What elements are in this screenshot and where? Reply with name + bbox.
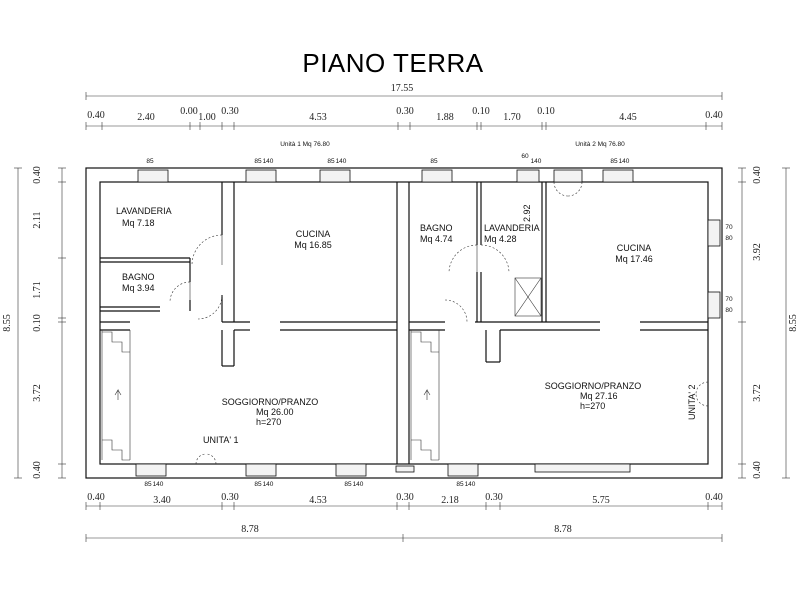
dim-right-1: 0.40 bbox=[752, 166, 763, 184]
wtag-140: 140 bbox=[464, 481, 476, 488]
bottom-dimensions bbox=[86, 492, 723, 542]
room-bagno2-name: BAGNO bbox=[420, 223, 453, 233]
windows-top bbox=[138, 170, 633, 182]
dim-top-8: 1.88 bbox=[436, 112, 454, 123]
dim-top-4: 1.00 bbox=[198, 112, 216, 123]
dim-right-3: 3.72 bbox=[752, 384, 763, 402]
dim-top-2: 2.40 bbox=[137, 112, 155, 123]
staircase-unit2 bbox=[411, 330, 439, 460]
left-dimensions bbox=[2, 166, 66, 479]
top-dimensions bbox=[86, 83, 723, 130]
wtag-60: 60 bbox=[521, 153, 529, 160]
staircase-unit1 bbox=[102, 330, 130, 460]
wtag-140: 140 bbox=[262, 158, 274, 165]
wtag-85: 85 bbox=[610, 158, 618, 165]
room-soggiorno2-height: h=270 bbox=[580, 401, 606, 411]
dim-top-10: 1.70 bbox=[503, 112, 521, 123]
dim-bottom-5: 0.30 bbox=[396, 492, 414, 503]
wtag-70: 70 bbox=[725, 296, 733, 303]
room-soggiorno2-area: Mq 27.16 bbox=[580, 391, 618, 401]
wtag-85: 85 bbox=[456, 481, 464, 488]
room-cucina1-area: Mq 16.85 bbox=[294, 240, 332, 250]
dim-right-2: 3.92 bbox=[752, 243, 763, 261]
unit1-label: UNITA' 1 bbox=[203, 435, 239, 445]
dim-left-6: 0.40 bbox=[32, 461, 43, 479]
dim-bottom-7: 0.30 bbox=[485, 492, 503, 503]
wtag-140: 140 bbox=[262, 481, 274, 488]
room-bagno1-name: BAGNO bbox=[122, 272, 155, 282]
outer-walls bbox=[86, 168, 722, 478]
dim-top-9: 0.10 bbox=[472, 106, 490, 117]
dim-top-11: 0.10 bbox=[537, 106, 555, 117]
room-cucina2-area: Mq 17.46 bbox=[615, 254, 653, 264]
dim-top-1: 0.40 bbox=[87, 110, 105, 121]
room-soggiorno1-height: h=270 bbox=[256, 417, 282, 427]
wtag-140: 140 bbox=[618, 158, 630, 165]
wtag-85: 85 bbox=[254, 481, 262, 488]
room-soggiorno2-name: SOGGIORNO/PRANZO bbox=[544, 381, 642, 391]
room-cucina1-name: CUCINA bbox=[295, 229, 331, 239]
wtag-140: 140 bbox=[335, 158, 347, 165]
dim-bottom-9: 0.40 bbox=[705, 492, 723, 503]
dim-right-total: 8.55 bbox=[788, 314, 799, 332]
windows-right bbox=[708, 220, 720, 318]
room-lavanderia1-area: Mq 7.18 bbox=[122, 218, 155, 228]
room-lavanderia2-name: LAVANDERIA bbox=[484, 223, 540, 233]
room-bagno1-area: Mq 3.94 bbox=[122, 283, 155, 293]
wtag-85: 85 bbox=[254, 158, 262, 165]
plan-title: PIANO TERRA bbox=[302, 48, 484, 78]
dim-left-5: 3.72 bbox=[32, 384, 43, 402]
wtag-140: 140 bbox=[352, 481, 364, 488]
dim-bottom-total-1: 8.78 bbox=[241, 524, 259, 535]
internal-walls-unit2 bbox=[409, 182, 708, 362]
wtag-85: 85 bbox=[144, 481, 152, 488]
dim-top-6: 4.53 bbox=[309, 112, 327, 123]
stair-rise: 2.92 bbox=[522, 204, 532, 222]
dim-top-3: 0.00 bbox=[180, 106, 198, 117]
unit2-label: UNITA' 2 bbox=[687, 384, 697, 420]
right-dimensions bbox=[738, 166, 799, 479]
dim-left-2: 2.11 bbox=[32, 211, 43, 229]
wtag-140: 140 bbox=[152, 481, 164, 488]
dim-bottom-6: 2.18 bbox=[441, 495, 459, 506]
dim-top-7: 0.30 bbox=[396, 106, 414, 117]
wtag-80: 80 bbox=[725, 307, 733, 314]
dim-bottom-total-2: 8.78 bbox=[554, 524, 572, 535]
room-cucina2-name: CUCINA bbox=[616, 243, 652, 253]
dim-left-1: 0.40 bbox=[32, 166, 43, 184]
wtag-85: 85 bbox=[327, 158, 335, 165]
dim-top-5: 0.30 bbox=[221, 106, 239, 117]
wtag-85: 85 bbox=[146, 158, 154, 165]
windows-bottom bbox=[136, 464, 630, 476]
room-lavanderia2-area: Mq 4.28 bbox=[484, 234, 517, 244]
unit2-header: Unità 2 Mq 76.80 bbox=[575, 141, 625, 148]
wtag-85: 85 bbox=[344, 481, 352, 488]
room-soggiorno1-area: Mq 26.00 bbox=[256, 407, 294, 417]
room-lavanderia1-name: LAVANDERIA bbox=[116, 206, 172, 216]
dim-left-4: 0.10 bbox=[32, 314, 43, 332]
dim-left-total: 8.55 bbox=[2, 314, 13, 332]
dim-bottom-1: 0.40 bbox=[87, 492, 105, 503]
room-soggiorno1-name: SOGGIORNO/PRANZO bbox=[221, 397, 319, 407]
dim-total-width: 17.55 bbox=[390, 83, 414, 94]
room-bagno2-area: Mq 4.74 bbox=[420, 234, 453, 244]
wtag-70: 70 bbox=[725, 224, 733, 231]
dim-right-4: 0.40 bbox=[752, 461, 763, 479]
unit1-header: Unità 1 Mq 76.80 bbox=[280, 141, 330, 148]
dim-bottom-4: 4.53 bbox=[309, 495, 327, 506]
dim-top-13: 0.40 bbox=[705, 110, 723, 121]
dim-bottom-2: 3.40 bbox=[153, 495, 171, 506]
dim-top-12: 4.45 bbox=[619, 112, 637, 123]
dim-left-3: 1.71 bbox=[32, 281, 43, 299]
wtag-80: 80 bbox=[725, 235, 733, 242]
wtag-140: 140 bbox=[530, 158, 542, 165]
room-labels bbox=[116, 204, 697, 445]
wtag-85: 85 bbox=[430, 158, 438, 165]
dim-bottom-8: 5.75 bbox=[592, 495, 610, 506]
dim-bottom-3: 0.30 bbox=[221, 492, 239, 503]
